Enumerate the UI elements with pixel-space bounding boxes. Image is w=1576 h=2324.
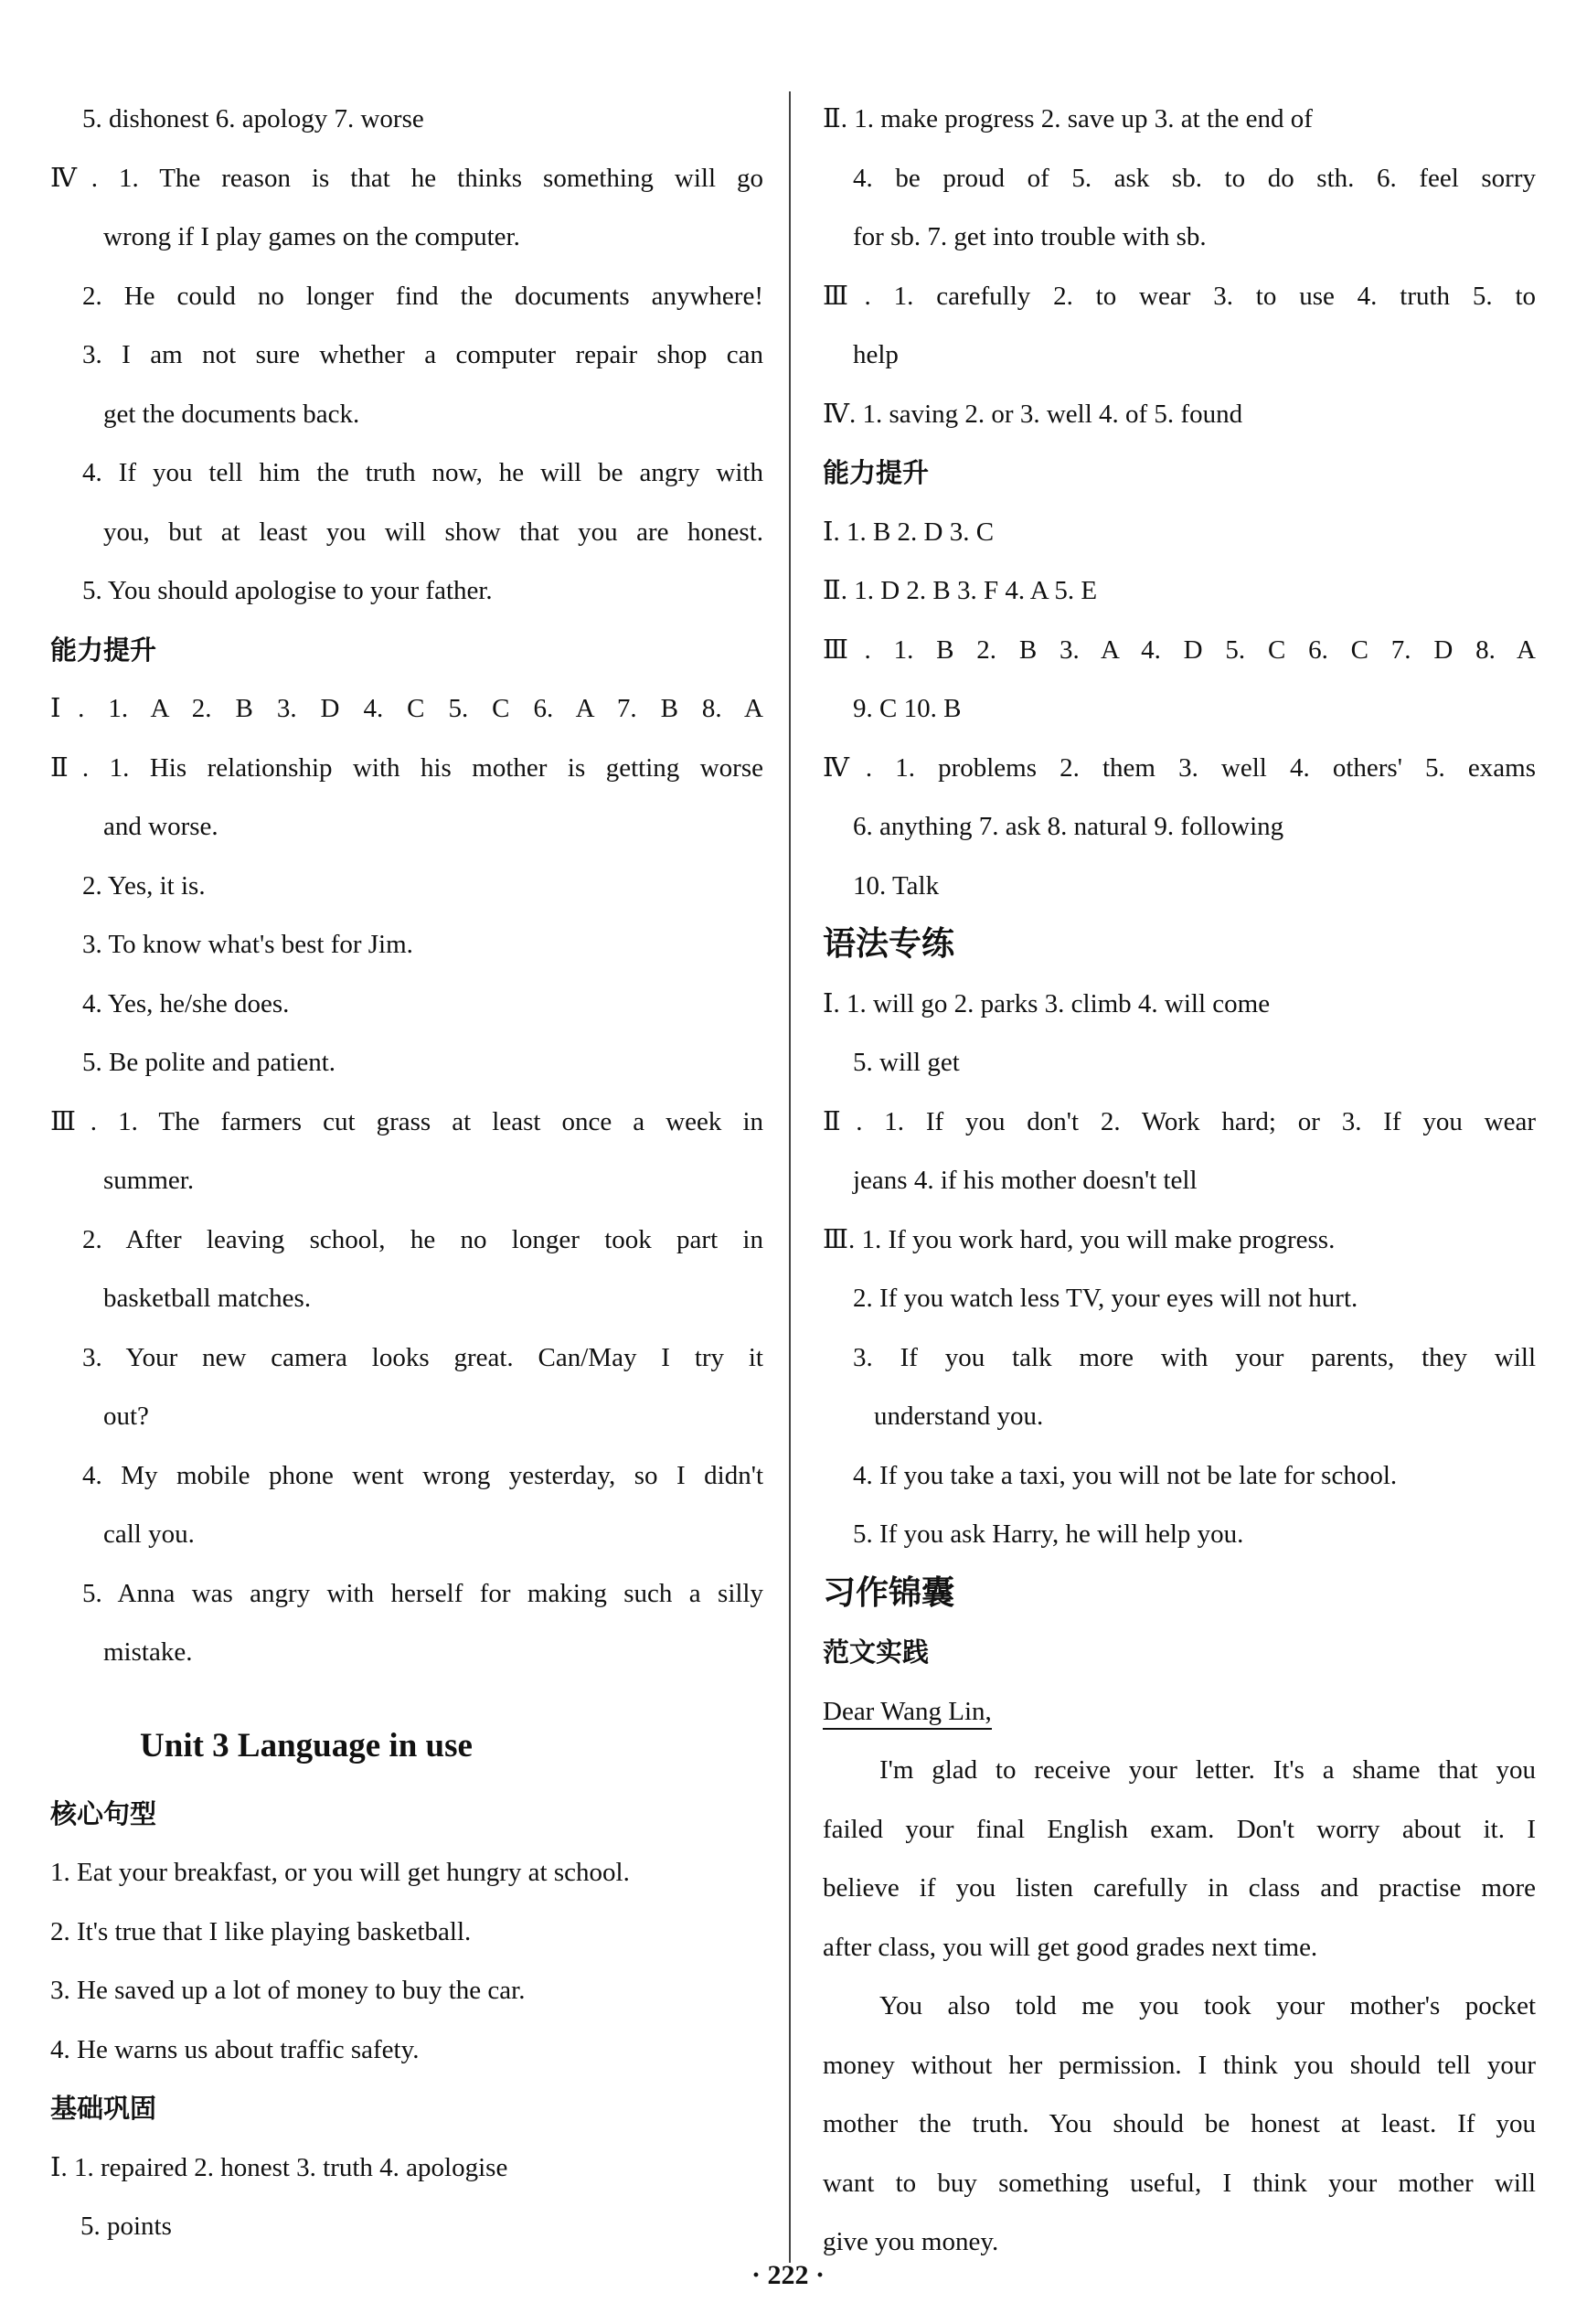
text-line: basketball matches. [103,1284,312,1313]
text-line: Ⅳ. 1. saving 2. or 3. well 4. of 5. found [823,399,1243,429]
text-line: help [853,340,899,369]
text-line: 2. He could no longer find the documents anywhere! [82,281,763,311]
text-line: 3. Your new camera looks great. Can/May I try it [82,1342,763,1372]
text-line: Ⅱ. 1. If you don't 2. Work hard; or 3. If you wear [823,1106,1536,1136]
text-line: mother the truth. You should be honest at least. If you [823,2109,1536,2138]
section-heading: 能力提升 [50,634,157,666]
text-line: 3. He saved up a lot of money to buy the car. [50,1976,526,2005]
text-line: mistake. [103,1637,193,1667]
text-line: 10. Talk [853,870,940,901]
text-line: 4. My mobile phone went wrong yesterday, so I didn't [82,1460,763,1490]
section-heading: 核心句型 [50,1797,157,1829]
section-heading: 基础巩固 [50,2093,157,2124]
text-line: and worse. [103,812,218,841]
text-line: understand you. [874,1402,1044,1431]
text-line: 4. be proud of 5. ask sb. to do sth. 6. feel sorry [853,163,1536,193]
text-line: 4. Yes, he/she does. [82,988,290,1018]
text-line: jeans 4. if his mother doesn't tell [853,1166,1198,1195]
text-line: 4. If you tell him the truth now, he will be angry with [82,458,763,487]
text-line: Ⅰ. 1. B 2. D 3. C [823,517,995,547]
text-line: 2. Yes, it is. [82,870,206,901]
text-line: 5. You should apologise to your father. [82,576,493,605]
text-line: believe if you listen carefully in class and practise more [823,1873,1536,1903]
text-line: 5. If you ask Harry, he will help you. [853,1519,1244,1549]
text-line: Ⅳ. 1. The reason is that he thinks something will go [50,163,763,193]
text-line: after class, you will get good grades next time. [823,1932,1318,1962]
text-line: 5. dishonest 6. apology 7. worse [82,104,424,133]
section-heading: 能力提升 [823,457,930,488]
section-heading-large: 语法专练 [823,925,955,963]
text-line: Ⅰ. 1. A 2. B 3. D 4. C 5. C 6. A 7. B 8. A [50,694,763,723]
text-line: 2. After leaving school, he no longer took part in [82,1224,763,1254]
text-line: You also told me you took your mother's pocket [879,1991,1536,2020]
text-line: 6. anything 7. ask 8. natural 9. following [853,812,1284,841]
right-column [823,90,1536,2272]
text-line: Ⅰ. 1. repaired 2. honest 3. truth 4. apologise [50,2152,508,2182]
text-line: 5. points [80,2212,172,2241]
left-column [50,90,763,2256]
text-line: Ⅱ. 1. His relationship with his mother is getting worse [50,752,763,783]
text-line: 3. If you talk more with your parents, they will [853,1342,1536,1372]
text-line: out? [103,1402,149,1431]
text-line: Ⅱ. 1. make progress 2. save up 3. at the end of [823,104,1313,133]
page-number: · 222 · [751,2260,825,2290]
letter-salutation [823,1682,1536,1742]
text-line: wrong if I play games on the computer. [103,222,520,251]
text-line: failed your final English exam. Don't worry about it. I [823,1814,1536,1844]
text-line: you, but at least you will show that you are honest. [103,517,763,547]
text-line: 3. To know what's best for Jim. [82,930,413,959]
text-line: Ⅰ. 1. will go 2. parks 3. climb 4. will come [823,988,1271,1018]
text-line: 2. If you watch less TV, your eyes will not hurt. [853,1284,1358,1313]
text-line: Ⅱ. 1. D 2. B 3. F 4. A 5. E [823,576,1098,605]
text-line: 3. I am not sure whether a computer repair shop can [82,340,763,369]
text-line: 5. will get [853,1048,960,1077]
section-heading: 范文实践 [823,1636,930,1668]
text-line: 1. Eat your breakfast, or you will get hungry at school. [50,1858,630,1887]
text-line: want to buy something useful, I think your mother will [823,2168,1536,2198]
text-line: get the documents back. [103,399,360,429]
unit-title: Unit 3 Language in use [140,1726,473,1764]
column-divider [789,91,791,2263]
text-line: Ⅲ. 1. carefully 2. to wear 3. to use 4. truth 5. to [823,281,1536,311]
text-line: for sb. 7. get into trouble with sb. [853,222,1207,251]
text-line: give you money. [823,2227,999,2256]
text-line: Ⅲ. 1. The farmers cut grass at least once a week in [50,1106,763,1136]
salutation-text: Dear Wang Lin, [823,1697,992,1730]
text-line: money without her permission. I think you should tell your [823,2050,1536,2080]
text-line: 5. Be polite and patient. [82,1048,336,1077]
section-heading-large: 习作锦囊 [823,1573,955,1612]
text-line: 4. If you take a taxi, you will not be late for school. [853,1460,1398,1490]
text-line: Ⅳ. 1. problems 2. them 3. well 4. others' 5. exams [823,752,1536,783]
text-line: Ⅲ. 1. B 2. B 3. A 4. D 5. C 6. C 7. D 8. A [823,634,1536,665]
text-line: I'm glad to receive your letter. It's a shame that you [879,1755,1536,1785]
text-line: 9. C 10. B [853,694,962,723]
text-line: 2. It's true that I like playing basketball. [50,1916,472,1946]
text-line: call you. [103,1519,195,1549]
text-line: 5. Anna was angry with herself for making such a silly [82,1578,763,1608]
text-line: summer. [103,1166,195,1195]
text-line: 4. He warns us about traffic safety. [50,2034,420,2064]
text-line: Ⅲ. 1. If you work hard, you will make progress. [823,1224,1336,1254]
